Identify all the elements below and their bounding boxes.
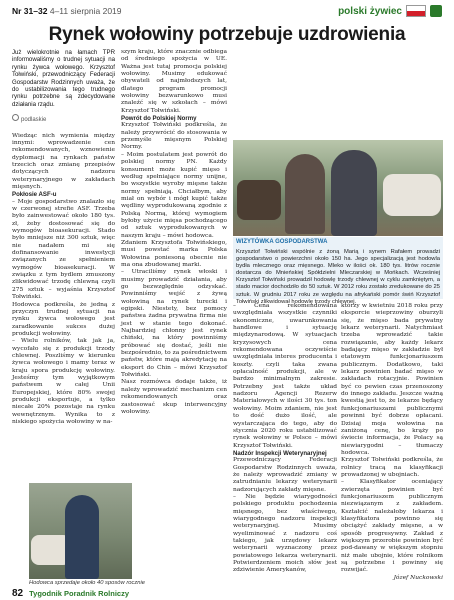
column-1 bbox=[12, 49, 115, 426]
issue-date: 4–11 sierpnia 2019 bbox=[49, 6, 122, 16]
paragraph: Nasz rozmówca dodaje także, iż należy wprowadzić mechanizm cen rekomendowanych oraz zastosować skup interwencyjny wołowiny. bbox=[121, 379, 227, 415]
column-3 bbox=[233, 303, 337, 575]
person-shape bbox=[285, 154, 325, 234]
paragraph: Wiedząc nich wymienia między innymi: wprowadzenie cen rekomendowanych, wznowienie dyplomacji na rynkach państw trzecich oraz zmianę przepisów dotyczących nadzoru weterynaryjnego w zakładach mięsnych. bbox=[12, 132, 115, 190]
subheading: Pokłosie ASF-u bbox=[12, 191, 57, 199]
page-footer bbox=[12, 588, 129, 599]
cattle-shape bbox=[383, 174, 441, 216]
farm-family-photo bbox=[233, 140, 443, 236]
region-label: podlaskie bbox=[21, 117, 47, 124]
article-title: Rynek wołowiny potrzebuje uzdrowienia bbox=[48, 24, 406, 45]
paragraph: którzy w kwietniu 2018 roku przy eksporcie wieprzowiny oburzyli się, że mięso bada prywatny lekarz weterynarii. Natychmiast trzeba wprowadzić takie rozwiązanie, aby każdy lekarz badający mięso w zakładzie był etatowym funkcjonariuszem publicznym. Dodatkowo, taki lekarz powinien badać mięso w zakładach rotacyjnie. Powinien być co pewien czas przenoszony do innego zakładu. Jeszcze ważną kwestią jest to, że lekarze będący funkcjonariuszami publicznymi powinni być dobrze opłacani. Dzisiaj moja wołowina na zaniżoną cenę, bo krąży po świecie informacja, że Polacy są niewiarygodni – tłumaczy hodowca. bbox=[341, 303, 443, 456]
issue-header bbox=[12, 6, 122, 16]
paragraph: – Nie będzie wiarygodności polskiego produktu pochodzenia mięsnego, bez właściwego, wiarygodnego nadzoru inspekcji weterynaryjnej. Musimy wyeliminować z nadzoru coś takiego, jak urzędowy lekarz weterynarii wyznaczony przez powiatowego lekarza weterynarii. Potwierdzeniem moich słów jest zdziwienie Amerykanów, bbox=[233, 493, 337, 574]
farm-profile-label: WIZYTÓWKA GOSPODARSTWA bbox=[236, 239, 328, 245]
column-2 bbox=[121, 49, 227, 416]
paragraph: – Utraciliśmy rynek włoski i musimy prowadzić działania, aby go bezwzględnie odzyskać. Powinniśmy wejść z żywą wołowiną na rynek turecki i egipski. Niestety, bez pomocy państwa żadna prywatna firma nie jest w stanie tego dokonać. Najbardziej chłonny jest rynek chiński, na który powinniśmy próbować się dostać, jeśli nie bezpośrednio, to za pośrednictwem państw, które mają akredytację na eksport do Chin – mówi Krzysztof Tołwiński. bbox=[121, 269, 227, 379]
page-number: 82 bbox=[12, 588, 24, 599]
cattle-shape bbox=[237, 180, 281, 220]
subheading: Powrót do Polskiej Normy bbox=[121, 115, 197, 123]
farmer-photo-caption: Hodowca sprzedaje około 40 sposów rocznie bbox=[29, 580, 146, 586]
location-pin-icon bbox=[12, 114, 19, 121]
magazine-brand: Tygodnik Poradnik Rolniczy bbox=[29, 589, 129, 598]
paragraph: – Wielu rolników, tak jak ja, wycofało się z produkcji trzody chlewnej. Poszliśmy w kierunku żywca wołowego i mamy teraz w kraju spora produkcję wołowiny. Jesteśmy tym wyjątkowym państwem w całej Unii Europejskiej, które 80% swojej produkcji eksportuje, a tylko niecałe 20% pozostaje na rynku wewnętrznym. Wynika to z niskiego spożycia wołowiny w na- bbox=[12, 338, 115, 425]
person-shape bbox=[65, 495, 99, 579]
farmer-photo bbox=[29, 483, 132, 579]
paragraph: Hodowca podkreśla, że jedną z przyczyn trudnej sytuacji na rynku żywca wołowego jest zaradkowanie sukces dużej produkcji wołowiny. bbox=[12, 301, 115, 337]
section-name: polski żywiec bbox=[338, 5, 402, 17]
paragraph: – Moje gospodarstwo znalazło się w czerwonej strefie ASF. Trzeba było zainwestować około 180 tys. zł, żeby dostosować się do wymogów bioasekuracji. Stado było mniejsze niż 300 sztuk, więc nie nadałem mi się dofinansowanie inwestycji związanych ze spełnieniem wymogów bioasekuracji. W związku z tym bydlem zmuszony zlikwidować trzodę chlewną czyli 275 sztuk – wyjaśnia Krzysztof Tołwiński. bbox=[12, 198, 115, 301]
person-shape bbox=[331, 150, 377, 236]
article-author: Józef Nuckowski bbox=[393, 574, 443, 581]
issue-number: Nr 31–32 bbox=[12, 6, 48, 16]
farm-profile-box bbox=[233, 237, 443, 305]
paragraph: Krzysztof Tołwiński podkreśla, że należy przywrócić do stosowania w przemyśle mięsnym Polskiej Normy. bbox=[121, 122, 227, 151]
paragraph: – Klasyfikator oceniający zwierzęta powinien być funkcjonariuszem publicznym niezwiązanym z zakładem. Kształcić należałoby lekarza i klasyfikatora powinno się obciążyć zakłady mięsne, a w sposób progresywny. Zakład z większym przerobie powinien być pod-dawany w większym stopniu niż małe ubojnie, które rolnikom są potrzebne i powinny się rozwijać. bbox=[341, 479, 443, 574]
column-4 bbox=[341, 303, 443, 582]
paragraph: szym kraju, które znacznie odbiega od średniego spożycia w UE. Ważna jest tutaj promocja polskiej wołowiny. Musimy edukować obywateli od najmłodszych lat, dlatego program promocji wołowiny bezwarunkowo musi znaleźć się w szkołach – mówi Krzysztof Tołwiński. bbox=[121, 49, 227, 114]
farm-profile-text: Krzysztof Tołwiński wspólnie z żoną Marią i synem Rafałem prowadzi gospodarstwo o powierzchni około 150 ha. Jego specjalizacją jest hodowla bydła mlecznego oraz mięsnego. Mleko w ilości ok. 180 tys. litrów rocznie dostarcza do Mnieńskiej Spółdzielni Mleczarskiej w Mońkach. Wcześniej Krzysztof Tołwiński prowadził hodowlę trzody chlewnej w cyklu zamkniętym, a stado macior dochodziło do 50 sztuk. W 2012 roku zostało zredukowane do 25 sztuk. W grudniu 2017 roku ze względu na afrykański pomór świń Krzysztof Tołwiński zlikwidował hodowlę trzody chlewnej. bbox=[236, 249, 440, 305]
paragraph: – Moim postulatem jest powrót do polskiej normy PN. Każdy konsument może kupić mięso i według spełniające normy unijne, bo wszystkie wyroby mięsne także normy spełniają. Chciałbym, aby miał on wybór i mógł kupić także wędliny wyprodukowaną zgodnie z Polską Normą, której wymogiem byłoby użycie mięsa pochodzącego od sztuk wyprodukowanych w naszym kraju – mówi hodowca. bbox=[121, 151, 227, 239]
region-tag bbox=[12, 114, 115, 124]
section-header bbox=[338, 5, 442, 17]
paragraph: Krzysztof Tołwiński podkreśla, że rolnicy tracą na klasyfikacji prowadzonej w ubojniach. bbox=[341, 457, 443, 478]
article-lead: Już wielokrotnie na łamach TPR informowaliśmy o trudnej sytuacji na rynku żywca wołowego. Krzysztof Tołwiński, przewodniczący Federacji Gospodarstw Rodzinnych uważa, że do ustabilizowania tego trudnego rynku potrzebne są zdecydowane działania rządu. bbox=[12, 49, 115, 108]
polish-flag-icon bbox=[406, 5, 426, 17]
paragraph: Zdaniem Krzysztofa Tołwińskiego, musi powstać marka Polska Wołowina poniesoną obecnie nie ma ona zbudowanej marki. bbox=[121, 239, 227, 268]
paragraph: Przewodniczący Federacji Gospodarstw Rodzinnych uważa, że należy wprowadzić zmiany w zatrudnianiu lekarzy weterynarii nadzorujących zakłady mięsne. bbox=[233, 457, 337, 493]
subheading: Nadzór Inspekcji Weterynaryjnej bbox=[233, 449, 327, 457]
section-logo-icon bbox=[430, 5, 442, 17]
paragraph: – Cena rekomendowana uwzględniała wszystkie czynniki ekonomiczne, uwarunkowania handlowe i sytuację międzynarodową. W sytuacjach kryzysowych cena rekomendowana oczywiście uwzględniała interes producenta i koszty. czyli taka zwana opłacalność produkcji, ale w bardzo minimalnym zakresie. Potrzebny jest także układ nadzoru Agencji Rezerw Materiałowych w ilości 30 tys. ton wołowiny. Moim zdaniem, nie jest to dość dużo ilość, ale wystarczająca do tego, aby do stycznia 2020 roku ustabilizować rynek wołowiny w Polsce – mówi Krzysztof Tołwiński. bbox=[233, 303, 337, 449]
